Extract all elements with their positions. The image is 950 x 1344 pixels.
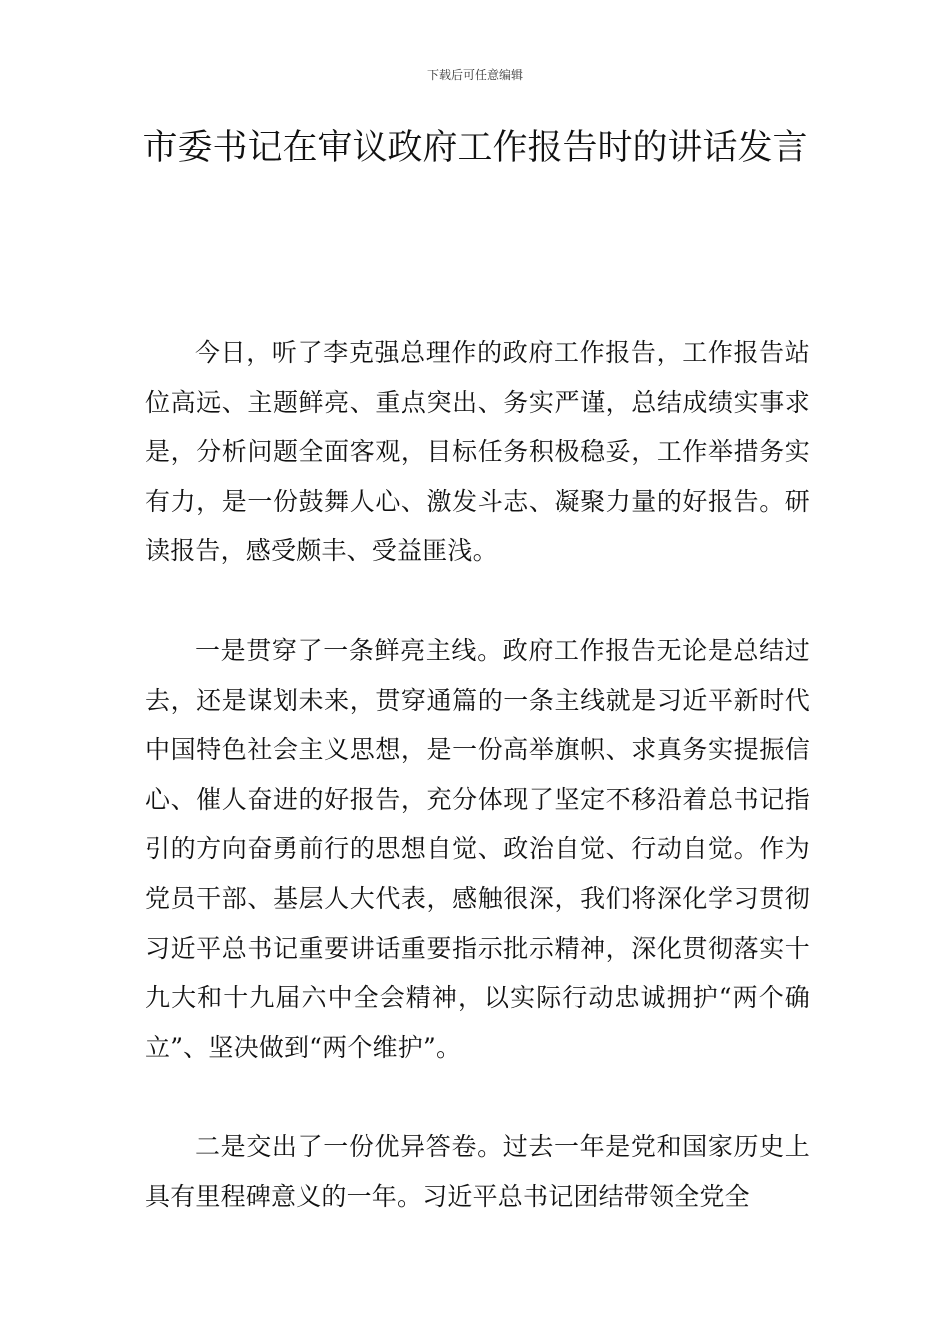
paragraph-point-two: 二是交出了一份优异答卷。过去一年是党和国家历史上具有里程碑意义的一年。习近平总书记团结带领全党全 xyxy=(145,1132,810,1211)
header-note: 下载后可任意编辑 xyxy=(426,68,523,82)
paragraph-intro: 今日，听了李克强总理作的政府工作报告，工作报告站位高远、主题鲜亮、重点突出、务实严谨，总结成绩实事求是，分析问题全面客观，目标任务积极稳妥，工作举措务实有力，是一份鼓舞人心、激发斗志、凝聚力量的好报告。研读报告，感受颇丰、受益匪浅。 xyxy=(145,338,810,566)
document-body xyxy=(145,328,810,1272)
paragraph-point-one: 一是贯穿了一条鲜亮主线。政府工作报告无论是总结过去，还是谋划未来，贯穿通篇的一条主线就是习近平新时代中国特色社会主义思想，是一份高举旗帜、求真务实提振信心、催人奋进的好报告，充分体现了坚定不移沿着总书记指引的方向奋勇前行的思想自觉、政治自觉、行动自觉。作为党员干部、基层人大代表，感触很深，我们将深化学习贯彻习近平总书记重要讲话重要指示批示精神，深化贯彻落实十九大和十九届六中全会精神，以实际行动忠诚拥护“两个确立”、坚决做到“两个维护”。 xyxy=(145,635,810,1062)
document-title: 市委书记在审议政府工作报告时的讲话发言 xyxy=(142,128,808,168)
